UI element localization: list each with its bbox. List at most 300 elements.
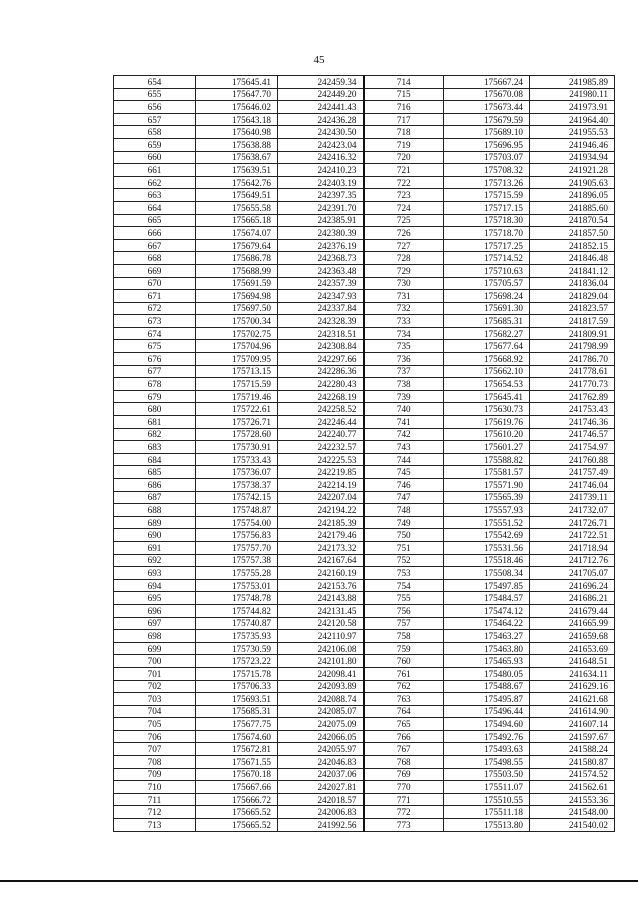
point-number-cell: 763 [364,693,444,706]
y-coordinate-cell: 241629.16 [530,680,615,693]
x-coordinate-cell: 175619.76 [444,416,530,429]
point-number-cell: 660 [114,151,196,164]
table-row [114,151,615,164]
table-row [114,604,615,617]
y-coordinate-cell: 241992.56 [278,819,364,832]
x-coordinate-cell: 175640.98 [196,126,278,139]
point-number-cell: 753 [364,567,444,580]
y-coordinate-cell: 241588.24 [530,743,615,756]
y-coordinate-cell: 241614.90 [530,705,615,718]
x-coordinate-cell: 175513.80 [444,819,530,832]
x-coordinate-cell: 175713.26 [444,176,530,189]
point-number-cell: 661 [114,164,196,177]
table-row [114,479,615,492]
y-coordinate-cell: 242337.84 [278,302,364,315]
y-coordinate-cell: 241823.57 [530,302,615,315]
point-number-cell: 657 [114,113,196,126]
x-coordinate-cell: 175638.67 [196,151,278,164]
x-coordinate-cell: 175672.81 [196,743,278,756]
y-coordinate-cell: 241770.73 [530,378,615,391]
y-coordinate-cell: 242055.97 [278,743,364,756]
y-coordinate-cell: 241980.11 [530,88,615,101]
point-number-cell: 717 [364,113,444,126]
x-coordinate-cell: 175714.52 [444,252,530,265]
y-coordinate-cell: 242363.48 [278,264,364,277]
y-coordinate-cell: 242153.76 [278,579,364,592]
point-number-cell: 655 [114,88,196,101]
y-coordinate-cell: 241621.68 [530,693,615,706]
y-coordinate-cell: 241754.97 [530,441,615,454]
table-row [114,353,615,366]
x-coordinate-cell: 175497.85 [444,579,530,592]
y-coordinate-cell: 242410.23 [278,164,364,177]
x-coordinate-cell: 175689.10 [444,126,530,139]
table-row [114,793,615,806]
y-coordinate-cell: 241722.51 [530,529,615,542]
y-coordinate-cell: 242246.44 [278,416,364,429]
x-coordinate-cell: 175706.33 [196,680,278,693]
point-number-cell: 759 [364,642,444,655]
y-coordinate-cell: 241746.36 [530,416,615,429]
x-coordinate-cell: 175643.18 [196,113,278,126]
y-coordinate-cell: 242160.19 [278,567,364,580]
x-coordinate-cell: 175730.59 [196,642,278,655]
point-number-cell: 662 [114,176,196,189]
y-coordinate-cell: 242214.19 [278,479,364,492]
point-number-cell: 742 [364,428,444,441]
x-coordinate-cell: 175740.87 [196,617,278,630]
point-number-cell: 751 [364,541,444,554]
y-coordinate-cell: 241985.89 [530,76,615,89]
y-coordinate-cell: 242088.74 [278,693,364,706]
y-coordinate-cell: 241739.11 [530,491,615,504]
point-number-cell: 683 [114,441,196,454]
y-coordinate-cell: 241746.57 [530,428,615,441]
point-number-cell: 675 [114,340,196,353]
point-number-cell: 700 [114,655,196,668]
y-coordinate-cell: 241786.70 [530,353,615,366]
point-number-cell: 730 [364,277,444,290]
y-coordinate-cell: 241757.49 [530,466,615,479]
y-coordinate-cell: 242347.93 [278,290,364,303]
x-coordinate-cell: 175666.72 [196,793,278,806]
table-row [114,164,615,177]
x-coordinate-cell: 175492.76 [444,730,530,743]
table-row [114,441,615,454]
x-coordinate-cell: 175700.34 [196,315,278,328]
point-number-cell: 685 [114,466,196,479]
y-coordinate-cell: 241852.15 [530,239,615,252]
x-coordinate-cell: 175649.51 [196,189,278,202]
x-coordinate-cell: 175667.24 [444,76,530,89]
point-number-cell: 669 [114,264,196,277]
point-number-cell: 773 [364,819,444,832]
y-coordinate-cell: 242173.32 [278,541,364,554]
point-number-cell: 734 [364,327,444,340]
x-coordinate-cell: 175754.00 [196,516,278,529]
y-coordinate-cell: 242101.80 [278,655,364,668]
table-row [114,189,615,202]
x-coordinate-cell: 175463.27 [444,630,530,643]
point-number-cell: 756 [364,604,444,617]
point-number-cell: 677 [114,365,196,378]
x-coordinate-cell: 175511.18 [444,806,530,819]
table-row [114,315,615,328]
x-coordinate-cell: 175748.78 [196,592,278,605]
y-coordinate-cell: 242131.45 [278,604,364,617]
point-number-cell: 684 [114,453,196,466]
x-coordinate-cell: 175638.88 [196,138,278,151]
x-coordinate-cell: 175551.52 [444,516,530,529]
point-number-cell: 726 [364,227,444,240]
y-coordinate-cell: 241829.04 [530,290,615,303]
point-number-cell: 716 [364,101,444,114]
x-coordinate-cell: 175571.90 [444,479,530,492]
x-coordinate-cell: 175742.15 [196,491,278,504]
point-number-cell: 745 [364,466,444,479]
x-coordinate-cell: 175685.31 [444,315,530,328]
y-coordinate-cell: 242093.89 [278,680,364,693]
y-coordinate-cell: 241857.50 [530,227,615,240]
y-coordinate-cell: 242194.22 [278,504,364,517]
point-number-cell: 682 [114,428,196,441]
point-number-cell: 697 [114,617,196,630]
y-coordinate-cell: 242423.04 [278,138,364,151]
y-coordinate-cell: 242286.36 [278,365,364,378]
table-row [114,819,615,832]
point-number-cell: 681 [114,416,196,429]
y-coordinate-cell: 241753.43 [530,403,615,416]
table-row [114,390,615,403]
point-number-cell: 664 [114,201,196,214]
y-coordinate-cell: 242006.83 [278,806,364,819]
point-number-cell: 762 [364,680,444,693]
x-coordinate-cell: 175642.76 [196,176,278,189]
x-coordinate-cell: 175647.70 [196,88,278,101]
x-coordinate-cell: 175715.59 [196,378,278,391]
y-coordinate-cell: 242258.52 [278,403,364,416]
y-coordinate-cell: 242085.07 [278,705,364,718]
y-coordinate-cell: 242297.66 [278,353,364,366]
x-coordinate-cell: 175588.82 [444,453,530,466]
y-coordinate-cell: 241634.11 [530,667,615,680]
x-coordinate-cell: 175686.78 [196,252,278,265]
table-row [114,277,615,290]
point-number-cell: 764 [364,705,444,718]
table-row [114,756,615,769]
point-number-cell: 772 [364,806,444,819]
y-coordinate-cell: 241705.07 [530,567,615,580]
point-number-cell: 744 [364,453,444,466]
y-coordinate-cell: 241726.71 [530,516,615,529]
x-coordinate-cell: 175630.73 [444,403,530,416]
y-coordinate-cell: 241597.67 [530,730,615,743]
x-coordinate-cell: 175697.50 [196,302,278,315]
point-number-cell: 656 [114,101,196,114]
x-coordinate-cell: 175679.64 [196,239,278,252]
x-coordinate-cell: 175510.55 [444,793,530,806]
x-coordinate-cell: 175662.10 [444,365,530,378]
coordinates-table-body [114,76,615,832]
y-coordinate-cell: 241712.76 [530,554,615,567]
x-coordinate-cell: 175674.60 [196,730,278,743]
x-coordinate-cell: 175494.60 [444,718,530,731]
y-coordinate-cell: 242376.19 [278,239,364,252]
x-coordinate-cell: 175503.50 [444,768,530,781]
x-coordinate-cell: 175646.02 [196,101,278,114]
y-coordinate-cell: 242308.84 [278,340,364,353]
table-row [114,642,615,655]
table-row [114,365,615,378]
table-row [114,718,615,731]
x-coordinate-cell: 175691.30 [444,302,530,315]
x-coordinate-cell: 175722.61 [196,403,278,416]
point-number-cell: 715 [364,88,444,101]
y-coordinate-cell: 242066.05 [278,730,364,743]
y-coordinate-cell: 242219.85 [278,466,364,479]
table-row [114,403,615,416]
x-coordinate-cell: 175756.83 [196,529,278,542]
x-coordinate-cell: 175685.31 [196,705,278,718]
x-coordinate-cell: 175715.59 [444,189,530,202]
point-number-cell: 748 [364,504,444,517]
y-coordinate-cell: 242368.73 [278,252,364,265]
table-row [114,630,615,643]
point-number-cell: 667 [114,239,196,252]
y-coordinate-cell: 242120.58 [278,617,364,630]
table-row [114,453,615,466]
x-coordinate-cell: 175757.70 [196,541,278,554]
point-number-cell: 704 [114,705,196,718]
y-coordinate-cell: 242403.19 [278,176,364,189]
point-number-cell: 670 [114,277,196,290]
y-coordinate-cell: 242106.08 [278,642,364,655]
table-row [114,504,615,517]
x-coordinate-cell: 175474.12 [444,604,530,617]
y-coordinate-cell: 242098.41 [278,667,364,680]
x-coordinate-cell: 175713.15 [196,365,278,378]
x-coordinate-cell: 175493.63 [444,743,530,756]
table-row [114,592,615,605]
x-coordinate-cell: 175738.37 [196,479,278,492]
table-row [114,227,615,240]
table-row [114,428,615,441]
y-coordinate-cell: 242268.19 [278,390,364,403]
point-number-cell: 721 [364,164,444,177]
x-coordinate-cell: 175668.92 [444,353,530,366]
y-coordinate-cell: 241580.87 [530,756,615,769]
point-number-cell: 678 [114,378,196,391]
y-coordinate-cell: 241921.28 [530,164,615,177]
point-number-cell: 696 [114,604,196,617]
point-number-cell: 758 [364,630,444,643]
table-row [114,101,615,114]
y-coordinate-cell: 241607.14 [530,718,615,731]
x-coordinate-cell: 175654.53 [444,378,530,391]
x-coordinate-cell: 175498.55 [444,756,530,769]
x-coordinate-cell: 175671.55 [196,756,278,769]
x-coordinate-cell: 175744.82 [196,604,278,617]
point-number-cell: 714 [364,76,444,89]
point-number-cell: 738 [364,378,444,391]
x-coordinate-cell: 175718.30 [444,214,530,227]
point-number-cell: 692 [114,554,196,567]
point-number-cell: 713 [114,819,196,832]
table-row [114,76,615,89]
point-number-cell: 760 [364,655,444,668]
x-coordinate-cell: 175753.01 [196,579,278,592]
point-number-cell: 767 [364,743,444,756]
x-coordinate-cell: 175511.07 [444,781,530,794]
x-coordinate-cell: 175705.57 [444,277,530,290]
y-coordinate-cell: 241841.12 [530,264,615,277]
point-number-cell: 672 [114,302,196,315]
point-number-cell: 712 [114,806,196,819]
point-number-cell: 754 [364,579,444,592]
table-row [114,781,615,794]
x-coordinate-cell: 175601.27 [444,441,530,454]
table-row [114,529,615,542]
table-row [114,416,615,429]
table-row [114,567,615,580]
x-coordinate-cell: 175645.41 [444,390,530,403]
point-number-cell: 711 [114,793,196,806]
table-row [114,705,615,718]
point-number-cell: 705 [114,718,196,731]
x-coordinate-cell: 175715.78 [196,667,278,680]
point-number-cell: 735 [364,340,444,353]
y-coordinate-cell: 242397.35 [278,189,364,202]
x-coordinate-cell: 175679.59 [444,113,530,126]
table-row [114,730,615,743]
y-coordinate-cell: 241762.89 [530,390,615,403]
x-coordinate-cell: 175677.64 [444,340,530,353]
point-number-cell: 718 [364,126,444,139]
x-coordinate-cell: 175565.39 [444,491,530,504]
point-number-cell: 740 [364,403,444,416]
point-number-cell: 746 [364,479,444,492]
table-row [114,214,615,227]
point-number-cell: 768 [364,756,444,769]
y-coordinate-cell: 241553.36 [530,793,615,806]
point-number-cell: 702 [114,680,196,693]
point-number-cell: 732 [364,302,444,315]
y-coordinate-cell: 241955.53 [530,126,615,139]
y-coordinate-cell: 241905.63 [530,176,615,189]
table-row [114,466,615,479]
y-coordinate-cell: 241885.60 [530,201,615,214]
point-number-cell: 689 [114,516,196,529]
point-number-cell: 708 [114,756,196,769]
point-number-cell: 749 [364,516,444,529]
point-number-cell: 723 [364,189,444,202]
y-coordinate-cell: 241562.61 [530,781,615,794]
point-number-cell: 750 [364,529,444,542]
table-row [114,680,615,693]
table-row [114,340,615,353]
y-coordinate-cell: 242459.34 [278,76,364,89]
point-number-cell: 729 [364,264,444,277]
x-coordinate-cell: 175688.99 [196,264,278,277]
x-coordinate-cell: 175464.22 [444,617,530,630]
y-coordinate-cell: 242318.51 [278,327,364,340]
x-coordinate-cell: 175463.80 [444,642,530,655]
x-coordinate-cell: 175673.44 [444,101,530,114]
y-coordinate-cell: 242027.81 [278,781,364,794]
point-number-cell: 752 [364,554,444,567]
point-number-cell: 707 [114,743,196,756]
point-number-cell: 736 [364,353,444,366]
point-number-cell: 693 [114,567,196,580]
table-row [114,491,615,504]
y-coordinate-cell: 241718.94 [530,541,615,554]
x-coordinate-cell: 175717.25 [444,239,530,252]
page-number: 45 [313,54,325,66]
point-number-cell: 659 [114,138,196,151]
x-coordinate-cell: 175736.07 [196,466,278,479]
x-coordinate-cell: 175655.58 [196,201,278,214]
point-number-cell: 665 [114,214,196,227]
x-coordinate-cell: 175702.75 [196,327,278,340]
x-coordinate-cell: 175508.34 [444,567,530,580]
y-coordinate-cell: 242179.46 [278,529,364,542]
x-coordinate-cell: 175694.98 [196,290,278,303]
point-number-cell: 727 [364,239,444,252]
table-row [114,327,615,340]
table-row [114,201,615,214]
y-coordinate-cell: 241896.05 [530,189,615,202]
y-coordinate-cell: 242441.43 [278,101,364,114]
x-coordinate-cell: 175710.63 [444,264,530,277]
point-number-cell: 766 [364,730,444,743]
y-coordinate-cell: 241648.51 [530,655,615,668]
y-coordinate-cell: 241846.48 [530,252,615,265]
y-coordinate-cell: 241973.91 [530,101,615,114]
table-row [114,667,615,680]
point-number-cell: 687 [114,491,196,504]
x-coordinate-cell: 175610.20 [444,428,530,441]
point-number-cell: 737 [364,365,444,378]
point-number-cell: 679 [114,390,196,403]
x-coordinate-cell: 175748.87 [196,504,278,517]
x-coordinate-cell: 175645.41 [196,76,278,89]
y-coordinate-cell: 241817.59 [530,315,615,328]
x-coordinate-cell: 175730.91 [196,441,278,454]
point-number-cell: 663 [114,189,196,202]
table-row [114,693,615,706]
y-coordinate-cell: 242225.53 [278,453,364,466]
x-coordinate-cell: 175735.93 [196,630,278,643]
point-number-cell: 725 [364,214,444,227]
y-coordinate-cell: 241760.88 [530,453,615,466]
table-row [114,252,615,265]
table-row [114,768,615,781]
y-coordinate-cell: 241665.99 [530,617,615,630]
point-number-cell: 674 [114,327,196,340]
point-number-cell: 731 [364,290,444,303]
table-row [114,541,615,554]
x-coordinate-cell: 175698.24 [444,290,530,303]
point-number-cell: 658 [114,126,196,139]
table-row [114,88,615,101]
x-coordinate-cell: 175723.22 [196,655,278,668]
x-coordinate-cell: 175665.52 [196,819,278,832]
point-number-cell: 719 [364,138,444,151]
x-coordinate-cell: 175495.87 [444,693,530,706]
table-row [114,516,615,529]
y-coordinate-cell: 241679.44 [530,604,615,617]
point-number-cell: 741 [364,416,444,429]
